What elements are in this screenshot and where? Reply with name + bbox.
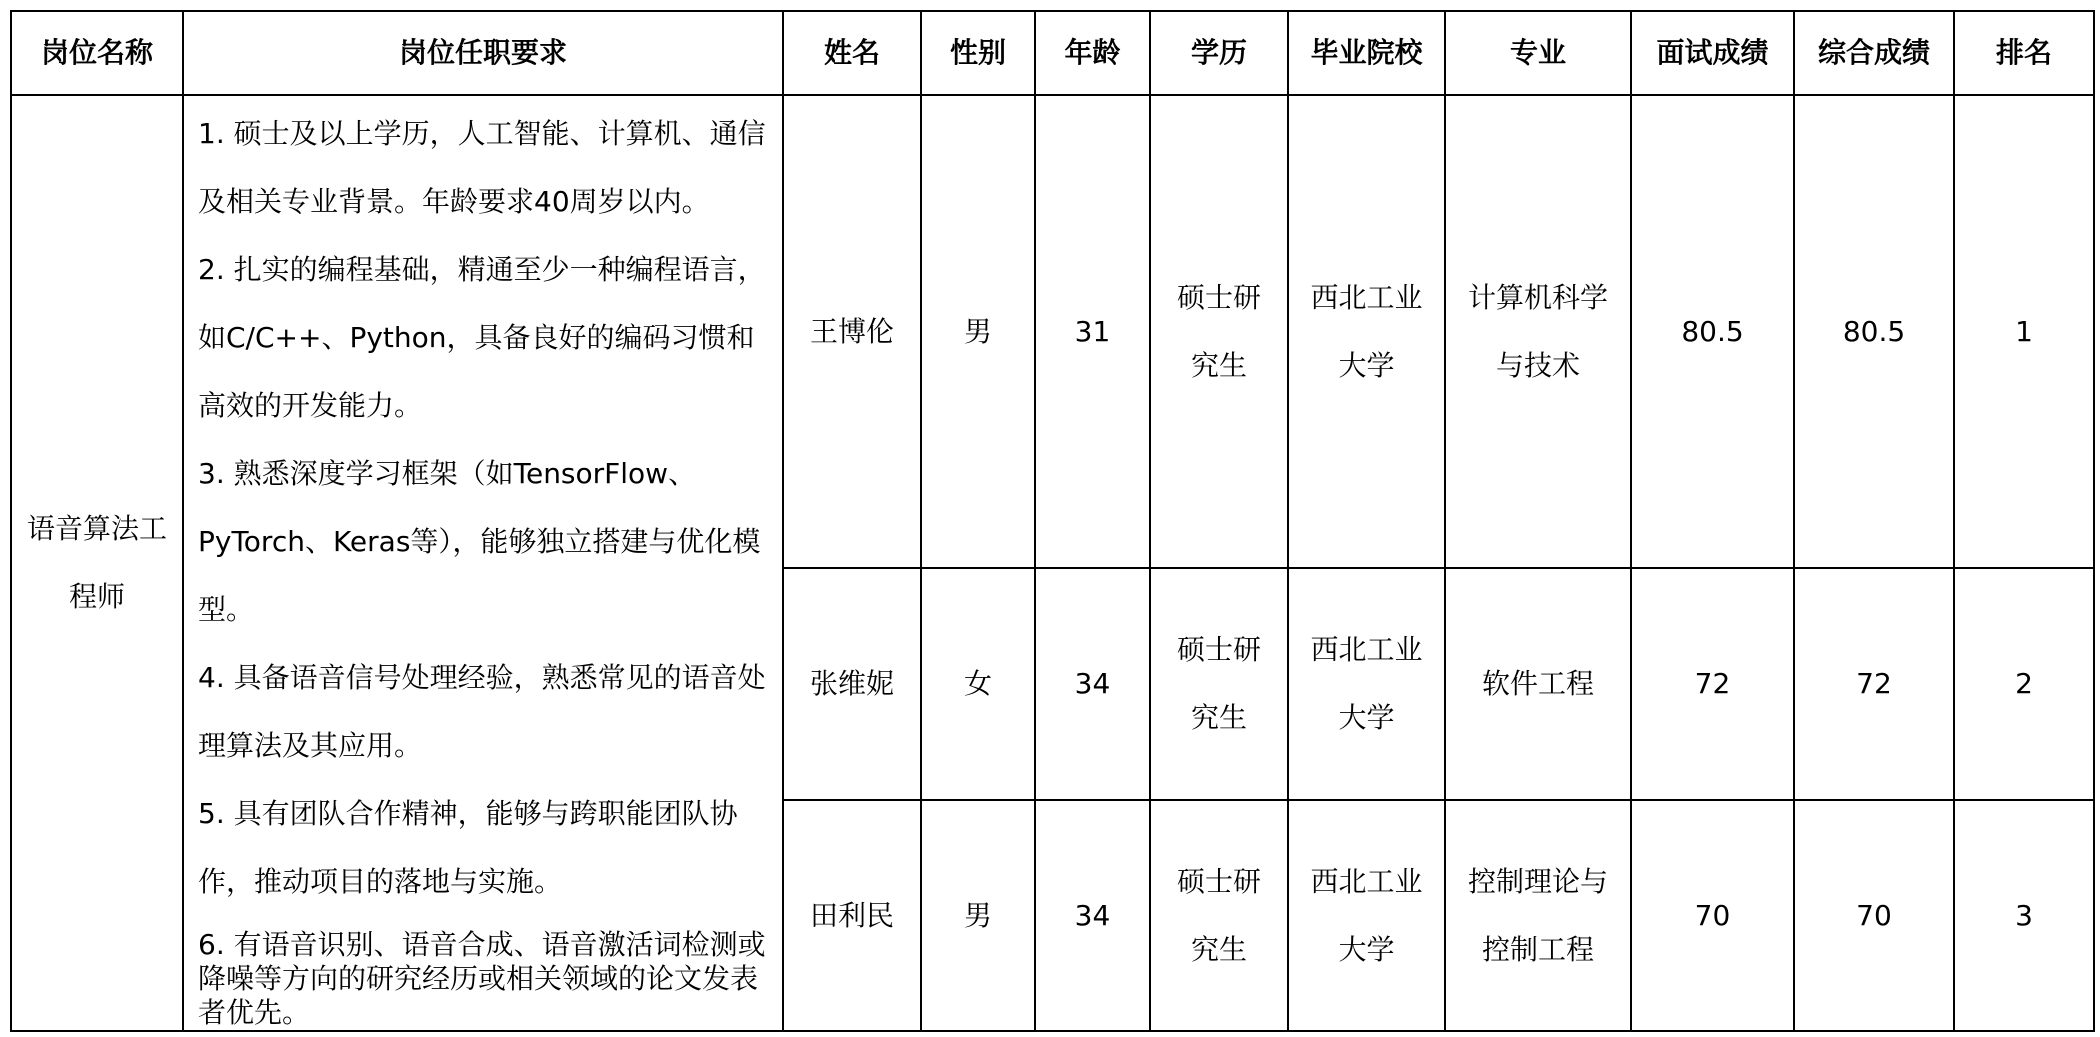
requirement-line: 6. 有语音识别、语音合成、语音激活词检测或 bbox=[198, 928, 766, 961]
header-position: 岗位名称 bbox=[11, 11, 183, 95]
requirement-line: 作，推动项目的落地与实施。 bbox=[198, 865, 563, 898]
requirement-item bbox=[198, 780, 768, 916]
candidate-education bbox=[1150, 800, 1288, 1031]
requirements-cell bbox=[183, 95, 783, 1031]
candidate-gender: 女 bbox=[921, 568, 1035, 800]
header-age: 年龄 bbox=[1035, 11, 1150, 95]
header-school: 毕业院校 bbox=[1288, 11, 1445, 95]
candidate-total-score: 80.5 bbox=[1794, 95, 1954, 568]
candidate-school bbox=[1288, 95, 1445, 568]
candidate-age: 31 bbox=[1035, 95, 1150, 568]
school-line: 西北工业 bbox=[1310, 633, 1423, 666]
requirement-line: 及相关专业背景。年龄要求40周岁以内。 bbox=[198, 185, 710, 218]
header-gender: 性别 bbox=[921, 11, 1035, 95]
header-rank: 排名 bbox=[1954, 11, 2094, 95]
candidate-interview-score: 72 bbox=[1631, 568, 1794, 800]
education-line: 究生 bbox=[1190, 348, 1247, 382]
requirement-line: 型。 bbox=[198, 593, 255, 626]
candidate-interview-score: 80.5 bbox=[1631, 95, 1794, 568]
education-line: 究生 bbox=[1190, 701, 1247, 734]
major-line: 控制工程 bbox=[1481, 932, 1594, 966]
school-line: 西北工业 bbox=[1310, 864, 1423, 898]
candidate-interview-score: 70 bbox=[1631, 800, 1794, 1031]
candidate-total-score: 72 bbox=[1794, 568, 1954, 800]
candidate-rank: 1 bbox=[1954, 95, 2094, 568]
education-line: 硕士研 bbox=[1176, 633, 1261, 666]
candidate-education bbox=[1150, 568, 1288, 800]
requirement-line: 如C/C++、Python，具备良好的编码习惯和 bbox=[198, 321, 755, 354]
requirement-item bbox=[198, 236, 768, 440]
recruitment-table bbox=[10, 10, 2095, 1032]
table-row bbox=[11, 95, 2094, 568]
candidate-rank: 3 bbox=[1954, 800, 2094, 1031]
requirement-line: 1. 硕士及以上学历，人工智能、计算机、通信 bbox=[198, 117, 766, 150]
candidate-name: 张维妮 bbox=[783, 568, 921, 800]
header-education: 学历 bbox=[1150, 11, 1288, 95]
candidate-gender: 男 bbox=[921, 95, 1035, 568]
education-line: 硕士研 bbox=[1176, 864, 1261, 898]
candidate-name: 王博伦 bbox=[783, 95, 921, 568]
requirement-line: 4. 具备语音信号处理经验，熟悉常见的语音处 bbox=[198, 661, 766, 694]
candidate-major bbox=[1445, 95, 1631, 568]
requirement-line: 降噪等方向的研究经历或相关领域的论文发表 bbox=[198, 962, 759, 995]
candidate-education bbox=[1150, 95, 1288, 568]
major-line: 软件工程 bbox=[1481, 667, 1594, 700]
requirement-item bbox=[198, 440, 768, 644]
candidate-total-score: 70 bbox=[1794, 800, 1954, 1031]
major-line: 控制理论与 bbox=[1467, 864, 1608, 898]
school-line: 西北工业 bbox=[1310, 280, 1423, 314]
school-line: 大学 bbox=[1338, 932, 1395, 966]
education-line: 硕士研 bbox=[1176, 280, 1261, 314]
requirement-line: 2. 扎实的编程基础，精通至少一种编程语言， bbox=[198, 253, 766, 286]
requirement-item bbox=[198, 644, 768, 780]
header-total-score: 综合成绩 bbox=[1794, 11, 1954, 95]
header-requirements: 岗位任职要求 bbox=[183, 11, 783, 95]
candidate-major bbox=[1445, 568, 1631, 800]
candidate-name: 田利民 bbox=[783, 800, 921, 1031]
requirement-line: 3. 熟悉深度学习框架（如TensorFlow、 bbox=[198, 457, 697, 490]
candidate-school bbox=[1288, 800, 1445, 1031]
header-major: 专业 bbox=[1445, 11, 1631, 95]
major-line: 计算机科学 bbox=[1467, 280, 1608, 314]
requirement-line: 5. 具有团队合作精神，能够与跨职能团队协 bbox=[198, 797, 738, 830]
candidate-school bbox=[1288, 568, 1445, 800]
header-row bbox=[11, 11, 2094, 95]
candidate-age: 34 bbox=[1035, 800, 1150, 1031]
school-line: 大学 bbox=[1338, 701, 1395, 734]
requirement-line: 者优先。 bbox=[198, 996, 311, 1029]
candidate-age: 34 bbox=[1035, 568, 1150, 800]
header-name: 姓名 bbox=[783, 11, 921, 95]
candidate-major bbox=[1445, 800, 1631, 1031]
position-line: 程师 bbox=[68, 580, 125, 613]
requirement-item bbox=[198, 928, 768, 1030]
position-line: 语音算法工 bbox=[26, 512, 167, 545]
header-interview-score: 面试成绩 bbox=[1631, 11, 1794, 95]
candidate-gender: 男 bbox=[921, 800, 1035, 1031]
school-line: 大学 bbox=[1338, 348, 1395, 382]
requirement-line: PyTorch、Keras等），能够独立搭建与优化模 bbox=[198, 525, 761, 558]
requirement-line: 高效的开发能力。 bbox=[198, 389, 423, 422]
major-line: 与技术 bbox=[1495, 348, 1580, 382]
requirement-line: 理算法及其应用。 bbox=[198, 729, 423, 762]
education-line: 究生 bbox=[1190, 932, 1247, 966]
requirement-item bbox=[198, 100, 768, 236]
position-cell bbox=[11, 95, 183, 1031]
candidate-rank: 2 bbox=[1954, 568, 2094, 800]
